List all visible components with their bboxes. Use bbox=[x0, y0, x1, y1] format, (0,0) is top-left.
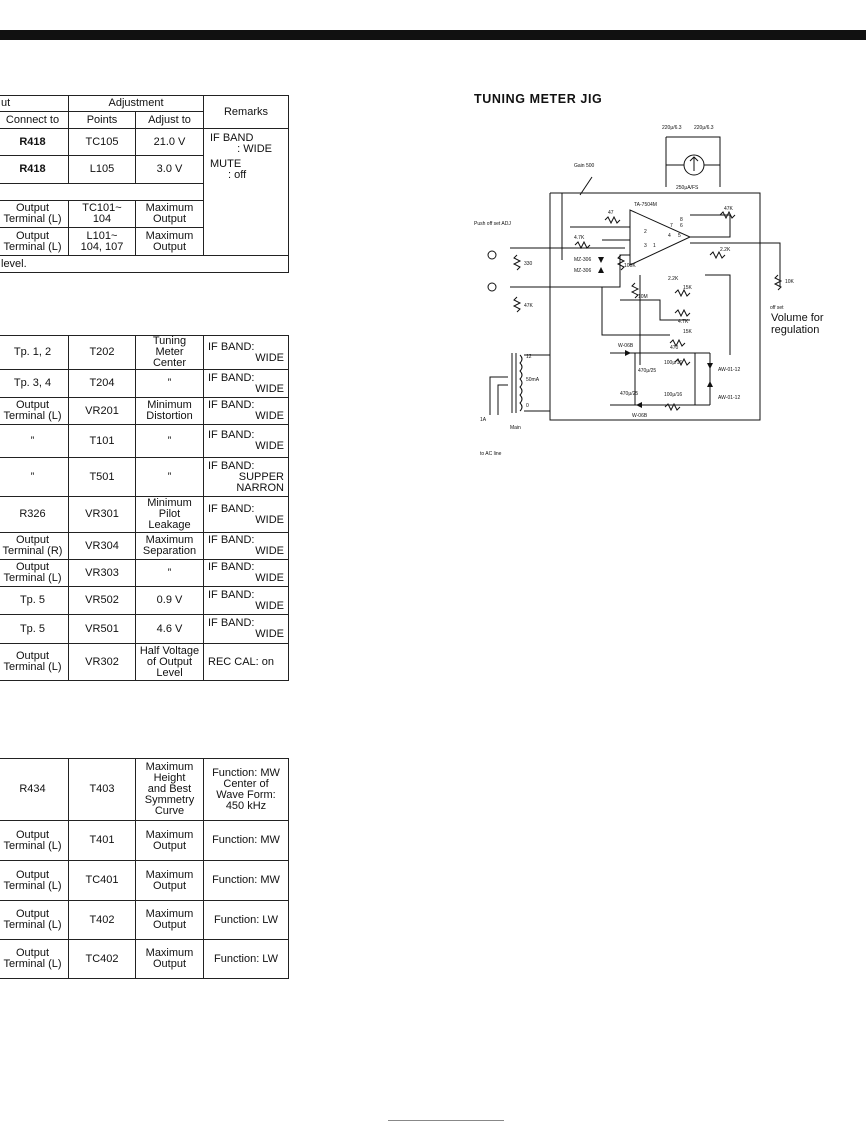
volume-label: Volume for regulation bbox=[771, 312, 824, 336]
remark-line2: WIDE bbox=[255, 410, 284, 422]
cell-connect: R418 bbox=[0, 129, 69, 156]
label-w06b-1: W-06B bbox=[618, 343, 634, 349]
cell-points: T204 bbox=[69, 370, 136, 398]
cell-adjust: 4.6 V bbox=[136, 615, 204, 644]
cell-connect: Output Terminal (R) bbox=[0, 533, 69, 560]
table-row bbox=[0, 129, 289, 156]
label-c3: 470μ/25 bbox=[620, 391, 639, 397]
cell-points: VR201 bbox=[69, 398, 136, 425]
cell-remarks bbox=[204, 497, 289, 533]
header-adjust-to: Adjust to bbox=[136, 112, 204, 129]
cell-connect: Output Terminal (L) bbox=[0, 228, 69, 256]
cell-adjust: 3.0 V bbox=[136, 156, 204, 184]
cell-connect: Tp. 5 bbox=[0, 587, 69, 615]
cell-remarks: Function: MW Center of Wave Form: 450 kHz bbox=[204, 759, 289, 821]
remark-line2: SUPPER NARRON bbox=[236, 470, 284, 494]
cell-remarks: Function: MW bbox=[204, 861, 289, 901]
remark-line2: WIDE bbox=[255, 513, 284, 526]
table-note: level. bbox=[0, 256, 289, 273]
cell-adjust: Minimum Pilot Leakage bbox=[136, 497, 204, 533]
cell-connect: R434 bbox=[0, 759, 69, 821]
cell-connect: ” bbox=[0, 458, 69, 497]
remark-line1: IF BAND: bbox=[208, 534, 255, 546]
cell-adjust: Maximum Output bbox=[136, 201, 204, 228]
label-mz1: MZ-306 bbox=[574, 257, 592, 263]
table-row bbox=[0, 644, 289, 681]
label-gain: Gain 500 bbox=[574, 163, 595, 169]
cell-connect: Output Terminal (L) bbox=[0, 201, 69, 228]
table-row bbox=[0, 901, 289, 940]
cell-remarks bbox=[204, 644, 289, 681]
label-cap-top2: 220μ/6.3 bbox=[694, 125, 714, 131]
label-pin7: 7 bbox=[670, 223, 673, 229]
cell-remarks bbox=[204, 615, 289, 644]
label-cap-top1: 220μ/6.3 bbox=[662, 125, 682, 131]
label-r10k: 10K bbox=[785, 279, 794, 285]
cell-points: VR303 bbox=[69, 560, 136, 587]
label-t0: 0 bbox=[526, 403, 529, 409]
label-off-set: off set bbox=[770, 305, 784, 311]
remark-line2: WIDE bbox=[255, 599, 284, 612]
cell-connect: Output Terminal (L) bbox=[0, 901, 69, 940]
table-if-adjustment bbox=[0, 95, 289, 273]
header-input: ut bbox=[0, 96, 69, 112]
header-remarks: Remarks bbox=[204, 96, 289, 129]
cell-remarks bbox=[204, 336, 289, 370]
label-r22k-b: 2.2K bbox=[668, 276, 679, 282]
cell-remarks bbox=[204, 533, 289, 560]
table-row bbox=[0, 560, 289, 587]
label-c1: 470μ/25 bbox=[638, 368, 657, 374]
jig-title: TUNING METER JIG bbox=[474, 92, 603, 106]
cell-blank bbox=[0, 184, 204, 201]
remark-off: : off bbox=[228, 169, 247, 181]
cell-connect: Output Terminal (L) bbox=[0, 398, 69, 425]
cell-connect: Output Terminal (L) bbox=[0, 940, 69, 979]
table-row bbox=[0, 497, 289, 533]
cell-connect: Output Terminal (L) bbox=[0, 821, 69, 861]
remark-mute: MUTE bbox=[210, 158, 242, 170]
label-r10m: 10M bbox=[638, 294, 648, 300]
label-fuse: 1A bbox=[480, 417, 487, 423]
cell-connect: Output Terminal (L) bbox=[0, 644, 69, 681]
cell-connect: Tp. 5 bbox=[0, 615, 69, 644]
cell-points: VR501 bbox=[69, 615, 136, 644]
cell-adjust: Maximum Separation bbox=[136, 533, 204, 560]
cell-remarks: Function: MW bbox=[204, 821, 289, 861]
cell-adjust: Maximum Output bbox=[136, 228, 204, 256]
label-pin5: 5 bbox=[678, 233, 681, 239]
remark-wide: : WIDE bbox=[237, 143, 272, 155]
cell-connect: ” bbox=[0, 425, 69, 458]
cell-points: T401 bbox=[69, 821, 136, 861]
cell-adjust: ” bbox=[136, 425, 204, 458]
table-am-adjustment bbox=[0, 758, 289, 979]
label-r100k: 100K bbox=[624, 263, 636, 269]
label-r15k-b: 15K bbox=[683, 329, 692, 335]
cell-remarks bbox=[204, 370, 289, 398]
cell-adjust: 21.0 V bbox=[136, 129, 204, 156]
label-pin8: 8 bbox=[680, 217, 683, 223]
label-ac: to AC line bbox=[480, 451, 502, 457]
table-row bbox=[0, 425, 289, 458]
cell-points: T202 bbox=[69, 336, 136, 370]
label-pin3: 3 bbox=[644, 243, 647, 249]
label-r47: 47 bbox=[608, 210, 614, 216]
label-aw2: AW-01-12 bbox=[718, 395, 741, 401]
tuning-meter-jig-schematic bbox=[470, 115, 800, 465]
remark-line1: IF BAND: bbox=[208, 371, 255, 384]
header-adjustment: Adjustment bbox=[69, 96, 204, 112]
cell-remarks: Function: LW bbox=[204, 940, 289, 979]
cell-points: L101~ 104, 107 bbox=[69, 228, 136, 256]
top-rule bbox=[0, 30, 866, 40]
cell-points: T501 bbox=[69, 458, 136, 497]
label-pin6: 6 bbox=[680, 223, 683, 229]
cell-remarks bbox=[204, 398, 289, 425]
table-row bbox=[0, 861, 289, 901]
cell-points: T101 bbox=[69, 425, 136, 458]
label-push: Push off set ADJ bbox=[474, 221, 511, 227]
label-r47k-side: 4.7K bbox=[574, 235, 585, 241]
cell-adjust: ” bbox=[136, 370, 204, 398]
header-connect-to: Connect to bbox=[0, 112, 69, 129]
label-r47k-top: 47K bbox=[724, 206, 733, 212]
cell-points: TC402 bbox=[69, 940, 136, 979]
table-row bbox=[0, 533, 289, 560]
remark-line2: WIDE bbox=[255, 382, 284, 395]
remark-line1: REC CAL: on bbox=[208, 655, 275, 668]
table-row bbox=[0, 458, 289, 497]
cell-points: VR302 bbox=[69, 644, 136, 681]
cell-connect: R418 bbox=[0, 156, 69, 184]
cell-points: VR301 bbox=[69, 497, 136, 533]
cell-points: T402 bbox=[69, 901, 136, 940]
cell-adjust: Maximum Output bbox=[136, 940, 204, 979]
remark-line1: IF BAND: bbox=[208, 588, 255, 601]
label-r470: 470 bbox=[670, 345, 679, 351]
table-row bbox=[0, 821, 289, 861]
header-points: Points bbox=[69, 112, 136, 129]
table-row bbox=[0, 398, 289, 425]
cell-connect: Tp. 3, 4 bbox=[0, 370, 69, 398]
label-main: Main bbox=[510, 425, 521, 431]
cell-adjust: Maximum Height and Best Symmetry Curve bbox=[136, 759, 204, 821]
label-w06b-2: W-06B bbox=[632, 413, 648, 419]
remark-line2: WIDE bbox=[255, 572, 284, 584]
cell-adjust: Half Voltage of Output Level bbox=[136, 644, 204, 681]
label-ic: TA-7504M bbox=[634, 202, 657, 208]
cell-adjust: 0.9 V bbox=[136, 587, 204, 615]
cell-connect: Tp. 1, 2 bbox=[0, 336, 69, 370]
cell-points: TC401 bbox=[69, 861, 136, 901]
remark-line1: IF BAND: bbox=[208, 399, 255, 411]
cell-adjust: Maximum Output bbox=[136, 821, 204, 861]
label-mz2: MZ-306 bbox=[574, 268, 592, 274]
cell-connect: Output Terminal (L) bbox=[0, 560, 69, 587]
cell-adjust: Minimum Distortion bbox=[136, 398, 204, 425]
table-row bbox=[0, 759, 289, 821]
label-r22k-a: 2.2K bbox=[720, 247, 731, 253]
cell-points: T403 bbox=[69, 759, 136, 821]
remark-line1: IF BAND: bbox=[208, 429, 255, 441]
remark-if-band: IF BAND bbox=[210, 132, 254, 144]
table-note-row bbox=[0, 256, 289, 273]
bottom-rule bbox=[388, 1120, 504, 1121]
cell-remarks bbox=[204, 587, 289, 615]
cell-remarks bbox=[204, 560, 289, 587]
label-c4: 100μ/16 bbox=[664, 392, 683, 398]
cell-points: VR304 bbox=[69, 533, 136, 560]
cell-adjust: Maximum Output bbox=[136, 861, 204, 901]
label-t50ma: 50mA bbox=[526, 377, 540, 383]
label-r15k-a: 15K bbox=[683, 285, 692, 291]
table-row bbox=[0, 336, 289, 370]
table-fm-adjustment bbox=[0, 335, 289, 681]
label-t12: 12 bbox=[526, 354, 532, 360]
remark-line1: IF BAND: bbox=[208, 561, 255, 573]
label-pin1: 1 bbox=[653, 243, 656, 249]
cell-points: TC105 bbox=[69, 129, 136, 156]
remark-line1: IF BAND: bbox=[208, 459, 255, 472]
table-row bbox=[0, 615, 289, 644]
cell-remarks bbox=[204, 425, 289, 458]
label-r330: 330 bbox=[524, 261, 533, 267]
cell-adjust: Maximum Output bbox=[136, 901, 204, 940]
cell-remarks: Function: LW bbox=[204, 901, 289, 940]
table-row bbox=[0, 587, 289, 615]
remark-line2: WIDE bbox=[255, 440, 284, 452]
remark-line1: IF BAND: bbox=[208, 617, 255, 629]
remark-line1: IF BAND: bbox=[208, 502, 255, 515]
remark-line2: WIDE bbox=[255, 351, 284, 364]
cell-points: VR502 bbox=[69, 587, 136, 615]
label-r47k-low: 47K bbox=[524, 303, 533, 309]
label-c2: 100μ/16 bbox=[664, 360, 683, 366]
label-pin4: 4 bbox=[668, 233, 671, 239]
table-row bbox=[0, 940, 289, 979]
cell-adjust: Tuning Meter Center bbox=[136, 336, 204, 370]
remarks-cell bbox=[204, 129, 289, 256]
cell-points: TC101~ 104 bbox=[69, 201, 136, 228]
cell-remarks bbox=[204, 458, 289, 497]
cell-connect: R326 bbox=[0, 497, 69, 533]
table-row bbox=[0, 370, 289, 398]
label-meter: 250μA/FS bbox=[676, 185, 699, 191]
cell-adjust: ” bbox=[136, 560, 204, 587]
cell-adjust: ” bbox=[136, 458, 204, 497]
remark-line1: IF BAND: bbox=[208, 340, 255, 353]
cell-connect: Output Terminal (L) bbox=[0, 861, 69, 901]
label-pin2: 2 bbox=[644, 229, 647, 235]
label-r47k-mid: 4.7K bbox=[678, 319, 689, 325]
remark-line2: WIDE bbox=[255, 628, 284, 640]
cell-points: L105 bbox=[69, 156, 136, 184]
label-aw1: AW-01-12 bbox=[718, 367, 741, 373]
remark-line2: WIDE bbox=[255, 545, 284, 557]
